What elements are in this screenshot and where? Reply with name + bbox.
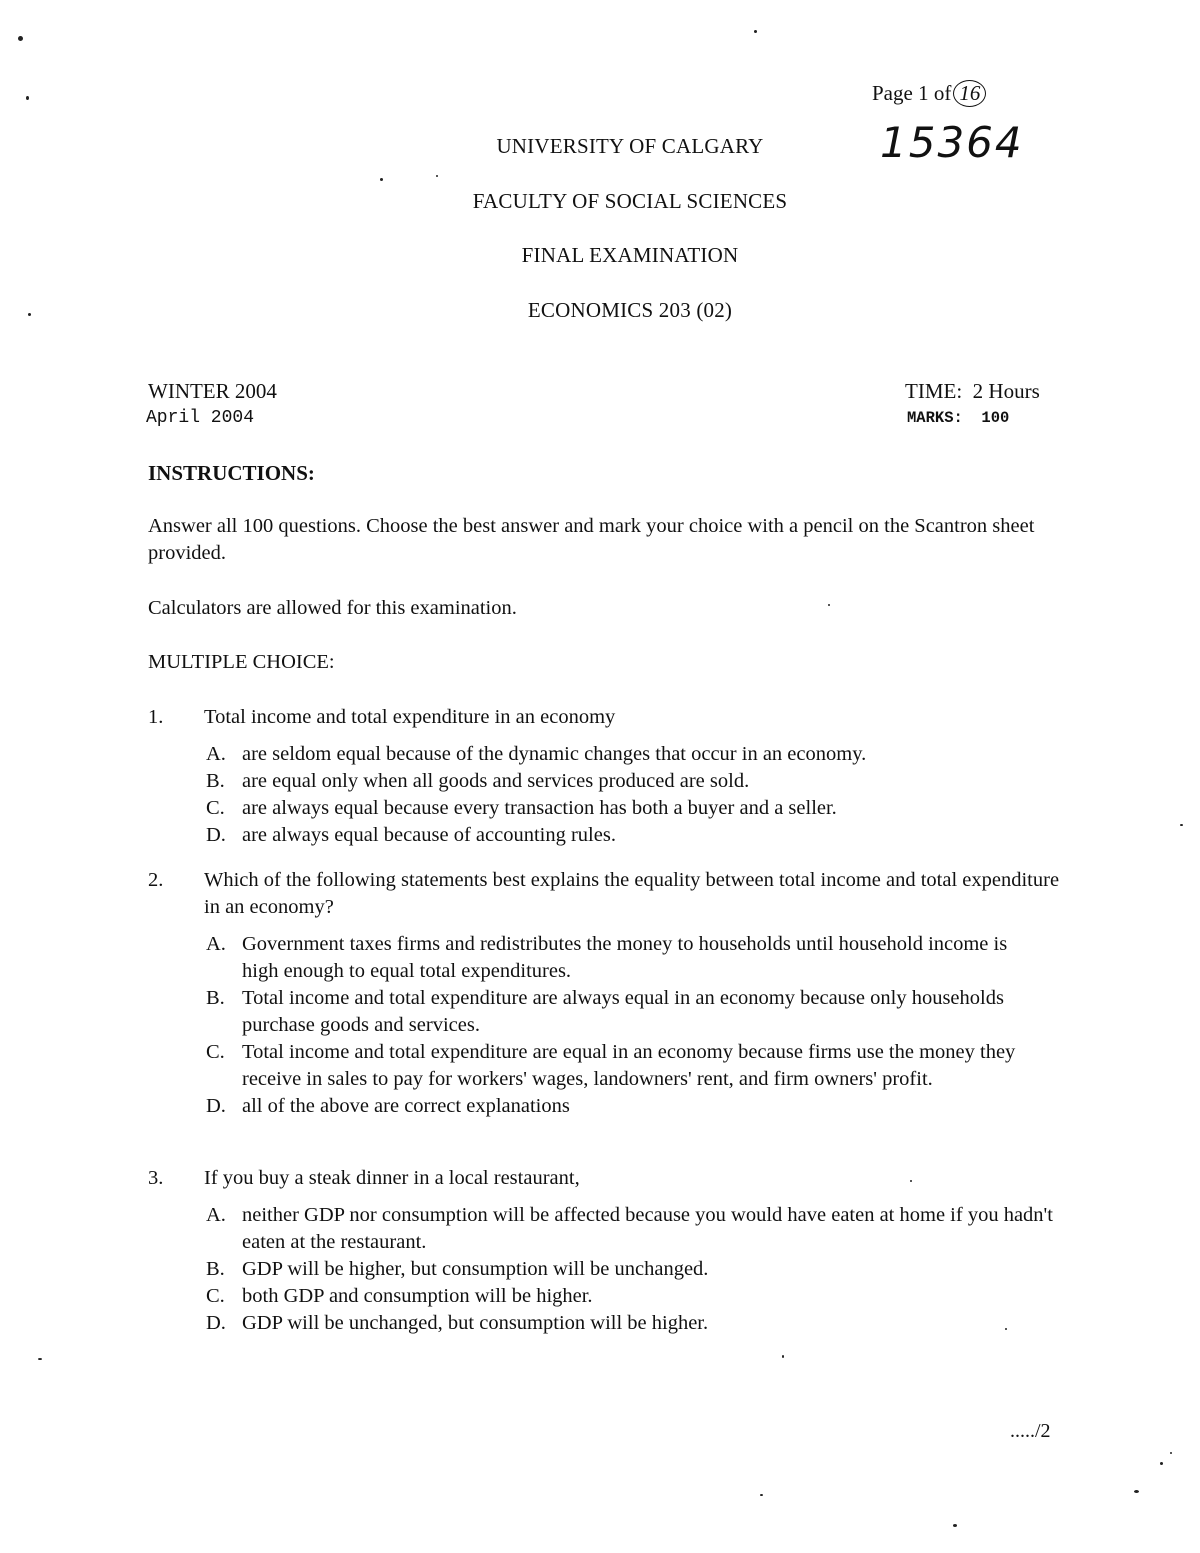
option-text: all of the above are correct explanations [242,1095,570,1117]
answer-option-c [204,1283,1078,1310]
scan-speck [1160,1462,1163,1465]
answer-options [204,931,1024,1120]
answer-option-b [204,985,1024,1039]
question-number: 3. [148,1167,164,1189]
exam-date: April 2004 [146,408,255,428]
option-text: Total income and total expenditure are equal in an economy because firms use the money they receive in sales to pay for workers' wages, landowners' rent, and firm owners' profit. [242,1041,1016,1090]
scan-speck [953,1524,957,1527]
scan-speck [38,1358,42,1360]
university-title: UNIVERSITY OF CALGARY [496,134,764,158]
answer-option-d [204,1310,1078,1337]
option-text: GDP will be unchanged, but consumption will be higher. [242,1312,709,1334]
answer-option-a [204,741,1078,768]
scan-speck [436,175,438,177]
exam-title: FINAL EXAMINATION [521,243,739,267]
question-3 [148,1165,1078,1337]
instructions-paragraph: Answer all 100 questions. Choose the best answer and mark your choice with a pencil on the Scantron sheet provided. [148,515,1035,564]
answer-option-b [204,1256,1078,1283]
option-letter: D. [206,1095,226,1117]
question-number: 2. [148,869,164,891]
option-text: Total income and total expenditure are always equal in an economy because only households purchase goods and services. [242,987,1004,1036]
option-text: GDP will be higher, but consumption will be unchanged. [242,1258,709,1280]
option-letter: D. [206,1312,226,1334]
scan-speck [28,313,31,316]
answer-option-b [204,768,1078,795]
scan-speck [1180,824,1183,826]
page-total-circled [953,80,986,107]
option-letter: C. [206,1041,225,1063]
option-letter: B. [206,1258,225,1280]
scan-speck [1170,1452,1172,1454]
option-text: are equal only when all goods and services produced are sold. [242,770,750,792]
exam-term: WINTER 2004 [148,379,277,403]
scan-speck [828,604,830,606]
answer-option-c [204,1039,1024,1093]
scan-speck [18,36,23,41]
page-label: Page 1 of [872,81,952,105]
option-text: both GDP and consumption will be higher. [242,1285,593,1307]
answer-option-d [204,822,1078,849]
scan-speck [754,30,757,33]
option-text: neither GDP nor consumption will be affected because you would have eaten at home if you hadn't eaten at the restaurant. [242,1204,1053,1253]
calculator-note: Calculators are allowed for this examination. [148,597,517,619]
question-2 [148,867,1078,1120]
question-text: If you buy a steak dinner in a local restaurant, [204,1167,580,1189]
option-letter: D. [206,824,226,846]
scan-speck [26,96,29,100]
option-text: Government taxes firms and redistributes the money to households until household income is high enough to equal total expenditures. [242,933,1008,982]
question-text: Which of the following statements best explains the equality between total income and total expenditure in an economy? [204,869,1060,918]
scan-speck [910,1180,912,1182]
page-indicator [872,80,986,107]
scan-speck [1134,1490,1139,1493]
option-text: are seldom equal because of the dynamic changes that occur in an economy. [242,743,867,765]
option-letter: B. [206,987,225,1009]
option-letter: A. [206,743,226,765]
handwritten-number: 15364 [880,118,1024,167]
question-number: 1. [148,706,164,728]
question-text: Total income and total expenditure in an economy [204,706,616,728]
option-letter: B. [206,770,225,792]
page-total: 16 [959,81,981,105]
scan-speck [782,1355,784,1358]
scan-speck [380,178,383,181]
option-letter: C. [206,1285,225,1307]
answer-options [204,741,1078,849]
faculty-title: FACULTY OF SOCIAL SCIENCES [472,189,788,213]
scan-speck [1005,1328,1007,1330]
answer-option-a [204,1202,1078,1256]
option-letter: C. [206,797,225,819]
option-letter: A. [206,1204,226,1226]
instructions-heading: INSTRUCTIONS: [148,461,315,485]
answer-options [204,1202,1078,1337]
answer-option-c [204,795,1078,822]
scan-speck [760,1494,763,1496]
option-letter: A. [206,933,226,955]
exam-marks: MARKS: 100 [907,409,1010,427]
option-text: are always equal because of accounting rules. [242,824,616,846]
question-1 [148,704,1078,849]
exam-time: TIME: 2 Hours [905,379,1040,403]
answer-option-d [204,1093,1024,1120]
course-title: ECONOMICS 203 (02) [527,298,733,322]
next-page-marker: ...../2 [1010,1420,1051,1442]
option-text: are always equal because every transaction has both a buyer and a seller. [242,797,837,819]
answer-option-a [204,931,1024,985]
section-heading: MULTIPLE CHOICE: [148,651,335,673]
